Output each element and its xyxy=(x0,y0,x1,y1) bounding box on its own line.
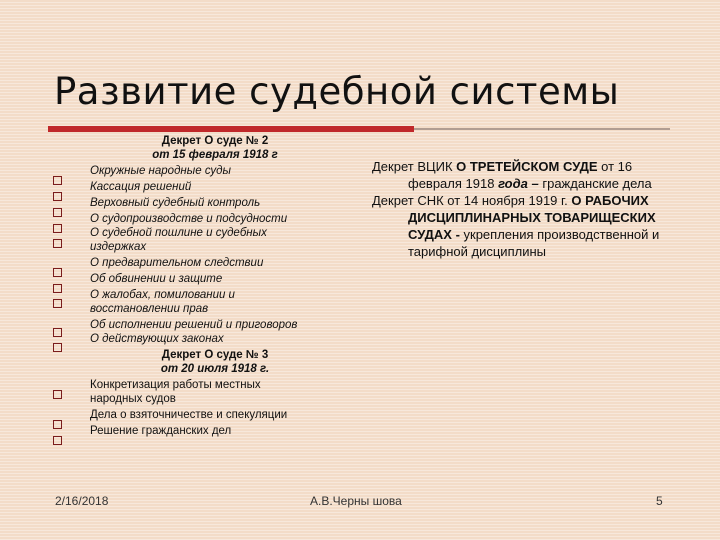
list-item: Об обвинении и защите xyxy=(90,273,223,285)
decree-arbitration-paragraph: Декрет ВЦИК О ТРЕТЕЙСКОМ СУДЕ от 16 февраля 1918 года – гражданские дела xyxy=(372,159,652,191)
footer-date: 2/16/2018 xyxy=(55,494,109,508)
title-underline-rule xyxy=(414,128,670,130)
left-column xyxy=(90,134,340,438)
hollow-square-bullet-icon xyxy=(53,390,62,399)
list-item-continuation: народных судов xyxy=(90,393,176,405)
hollow-square-bullet-icon xyxy=(53,420,62,429)
hollow-square-bullet-icon xyxy=(53,239,62,248)
list-item: Конкретизация работы местных xyxy=(90,379,261,391)
list-item: Окружные народные суды xyxy=(90,165,232,177)
hollow-square-bullet-icon xyxy=(53,224,62,233)
list-item: О судебной пошлине и судебных xyxy=(90,227,267,239)
hollow-square-bullet-icon xyxy=(53,208,62,217)
list-item-continuation: восстановлении прав xyxy=(90,303,209,315)
list-item: Об исполнении решений и приговоров xyxy=(90,319,298,331)
list-item-continuation: издержках xyxy=(90,241,147,253)
decree-1-date: от 15 февраля 1918 г xyxy=(152,149,278,161)
slide-title: Развитие судебной системы xyxy=(54,70,620,113)
list-item: Решение гражданских дел xyxy=(90,425,232,437)
list-item: Дела о взяточничестве и спекуляции xyxy=(90,409,288,421)
page-number: 5 xyxy=(656,494,663,508)
hollow-square-bullet-icon xyxy=(53,343,62,352)
list-item: Кассация решений xyxy=(90,181,192,193)
hollow-square-bullet-icon xyxy=(53,176,62,185)
title-underline-accent xyxy=(48,126,414,132)
list-item: О действующих законах xyxy=(90,333,224,345)
hollow-square-bullet-icon xyxy=(53,436,62,445)
decree-1-title: Декрет О суде № 2 xyxy=(161,135,269,147)
right-column xyxy=(372,158,672,260)
decree-2-title: Декрет О суде № 3 xyxy=(161,349,269,361)
hollow-square-bullet-icon xyxy=(53,328,62,337)
hollow-square-bullet-icon xyxy=(53,268,62,277)
decree-disciplinary-paragraph: Декрет СНК от 14 ноября 1919 г. О РАБОЧИХ ДИСЦИПЛИНАРНЫХ ТОВАРИЩЕСКИХ СУДАХ - укрепления производственной и тарифной дисциплины xyxy=(372,193,660,259)
footer-author: А.В.Черны шова xyxy=(310,494,402,508)
list-item: О судопроизводстве и подсудности xyxy=(90,213,288,225)
list-item: Верховный судебный контроль xyxy=(90,197,261,209)
list-item: О предварительном следствии xyxy=(90,257,264,269)
decree-2-date: от 20 июля 1918 г. xyxy=(160,363,270,375)
hollow-square-bullet-icon xyxy=(53,284,62,293)
hollow-square-bullet-icon xyxy=(53,192,62,201)
list-item: О жалобах, помиловании и xyxy=(90,289,235,301)
hollow-square-bullet-icon xyxy=(53,299,62,308)
